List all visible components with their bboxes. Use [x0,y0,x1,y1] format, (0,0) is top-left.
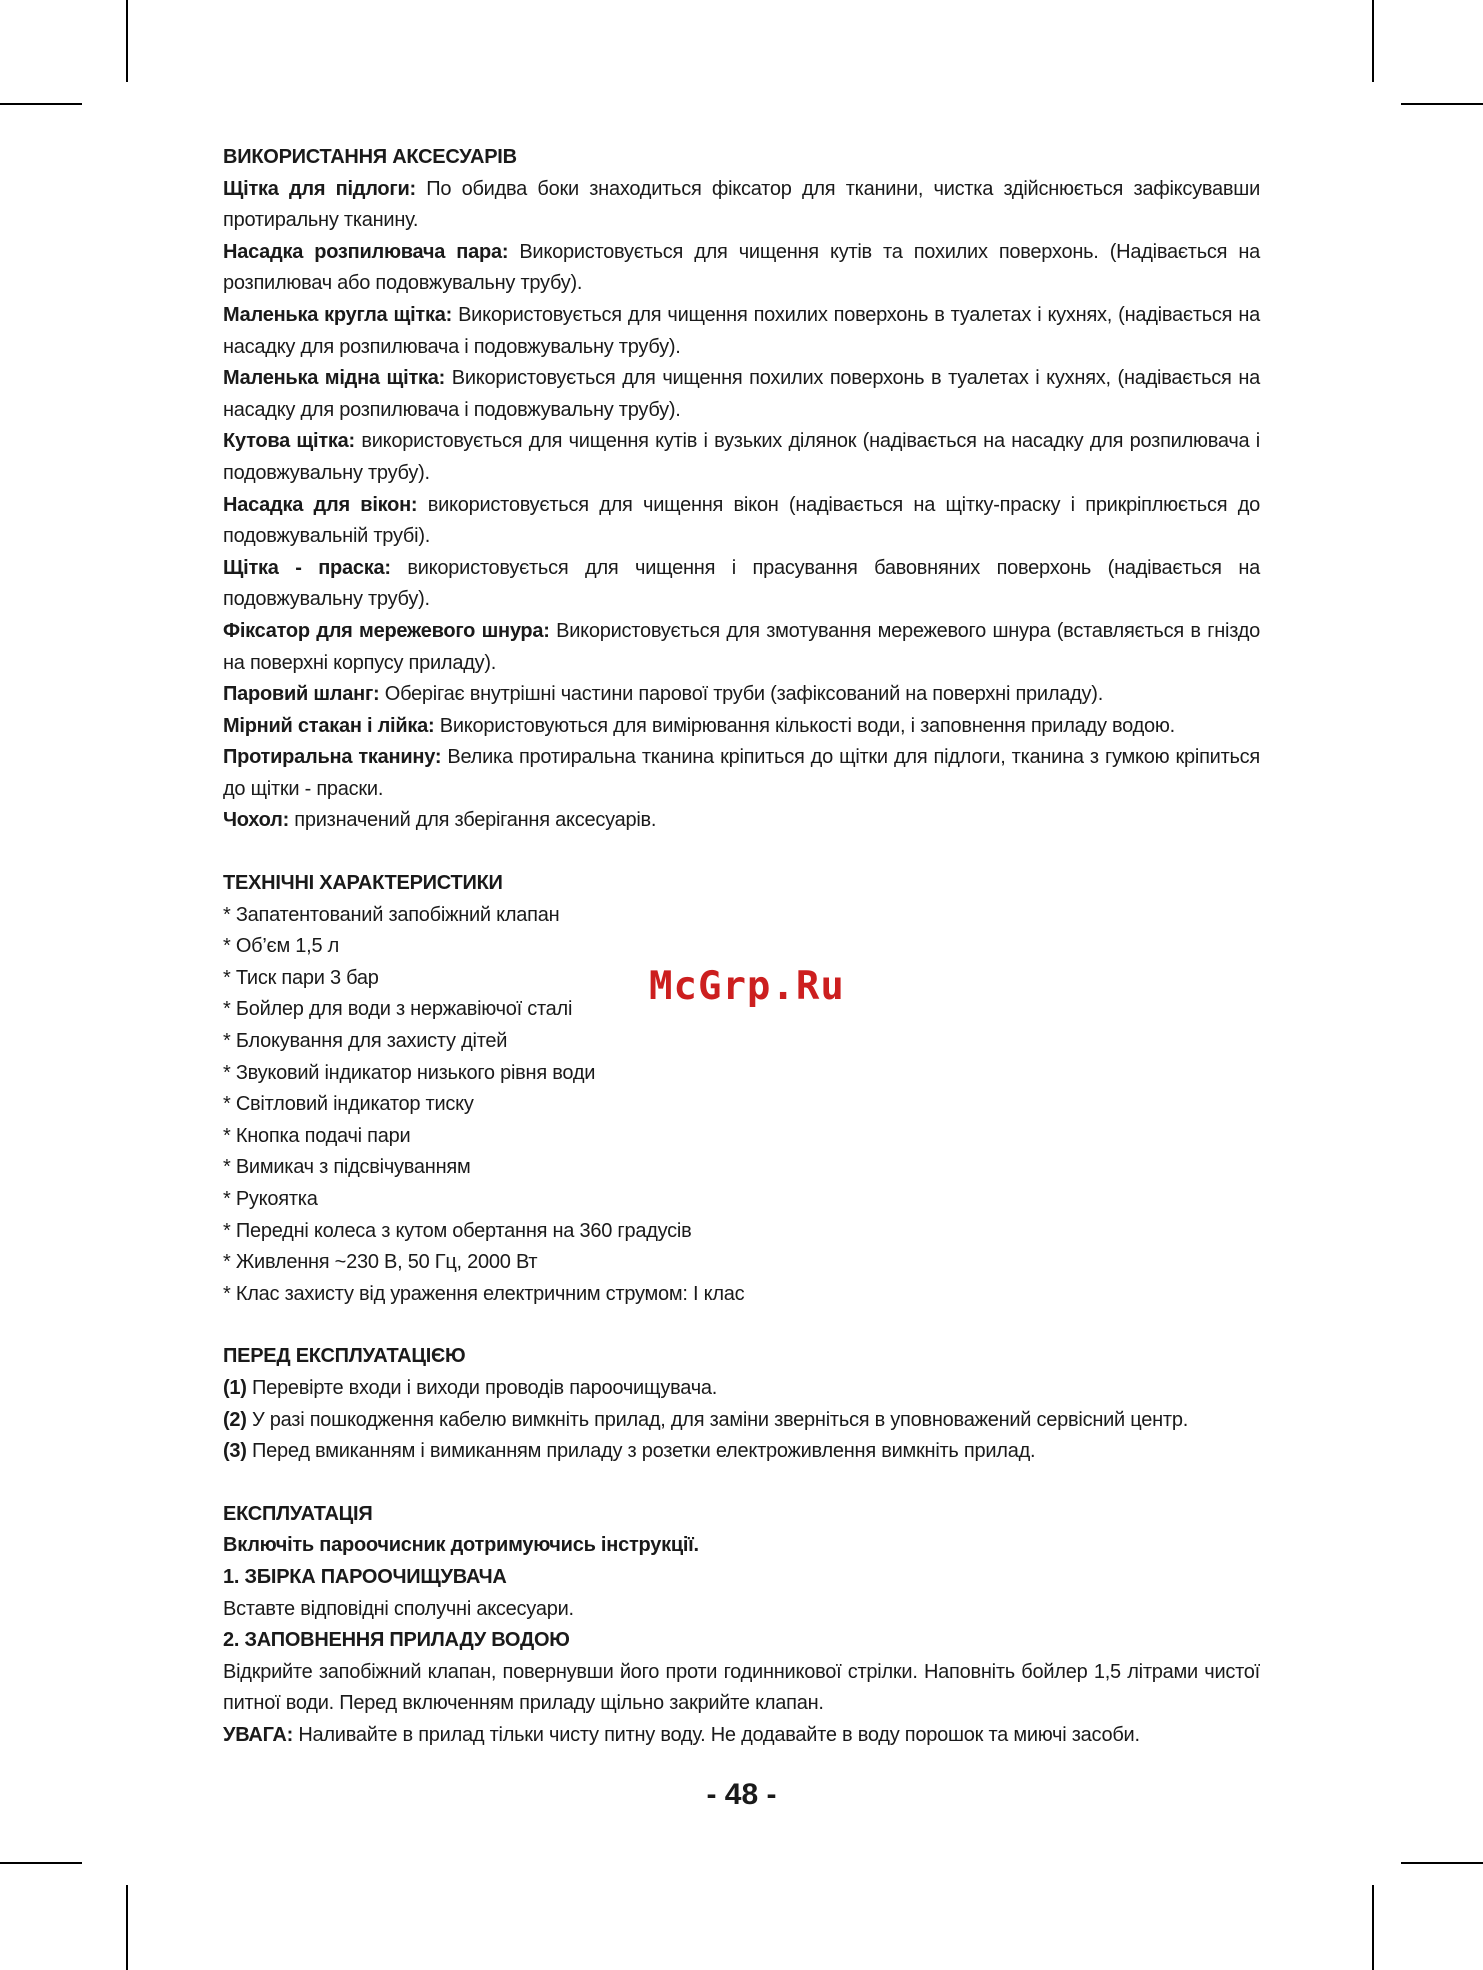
section-heading-before-use: ПЕРЕД ЕКСПЛУАТАЦІЄЮ [223,1345,466,1368]
accessory-item [223,300,1260,363]
before-use-item [223,1405,1260,1437]
warning-note [223,1720,1260,1752]
item-text: Перед вмиканням і вимиканням приладу з розетки електроживлення вимкніть прилад. [246,1440,1036,1463]
accessory-term: Насадка розпилювача пара: [223,240,509,263]
accessory-text: використовується для чищення вікон (надівається на щітку-праску і прикріплюється до подовжувальній трубі). [223,493,1260,548]
crop-mark [1372,1885,1374,1970]
accessory-term: Мірний стакан і лійка: [223,714,435,737]
spec-item: * Вимикач з підсвічуванням [223,1156,471,1179]
accessory-item [223,237,1260,300]
accessory-text: Використовуються для вимірювання кількості води, і заповнення приладу водою. [434,714,1175,737]
accessory-text: використовується для чищення і прасування бавовняних поверхонь (надівається на подовжувальну трубу). [223,556,1260,611]
accessory-item [223,616,1260,679]
page-number: - 48 - [706,1778,777,1811]
accessory-term: Насадка для вікон: [223,493,418,516]
accessory-term: Маленька кругла щітка: [223,303,453,326]
accessory-text: По обидва боки знаходиться фіксатор для тканини, чистка здійснюється зафіксувавши протиральну тканину. [223,177,1260,232]
spec-item: * Кнопка подачі пари [223,1124,411,1147]
accessory-item [223,553,1260,616]
accessory-term: Кутова щітка: [223,430,355,453]
accessory-term: Щітка - праска: [223,556,391,579]
spec-item: * Передні колеса з кутом обертання на 360 градусів [223,1219,692,1242]
accessory-item [223,174,1260,237]
crop-mark [0,1862,82,1864]
accessory-term: Протиральна тканину: [223,746,442,769]
section-heading-operation: ЕКСПЛУАТАЦІЯ [223,1502,373,1525]
spec-item: * Живлення ~230 В, 50 Гц, 2000 Вт [223,1251,538,1274]
warning-text: Наливайте в прилад тільки чисту питну воду. Не додавайте в воду порошок та миючі засоби. [293,1723,1140,1746]
spec-item: * Світловий індикатор тиску [223,1093,474,1116]
crop-mark [1372,0,1374,82]
spec-item: * Бойлер для води з нержавіючої сталі [223,998,573,1021]
section-heading-accessories: ВИКОРИСТАННЯ АКСЕСУАРІВ [223,146,517,168]
accessory-text: Велика протиральна тканина кріпиться до щітки для підлоги, тканина з гумкою кріпиться до щітки - праски. [223,746,1260,800]
accessory-term: Маленька мідна щітка: [223,367,446,390]
item-number: (3) [223,1440,247,1463]
accessory-item [223,363,1260,426]
before-use-item [223,1373,1260,1405]
accessory-text: Використовується для чищення похилих поверхонь в туалетах і кухнях, (надівається на насадку для розпилювача і подовжувальну трубу). [223,367,1260,421]
spec-item: * Об’єм 1,5 л [223,935,340,958]
accessory-item [223,490,1260,553]
accessory-text: Використовується для чищення похилих поверхонь в туалетах і кухнях, (надівається на насадку для розпилювача і подовжувальну трубу). [223,303,1260,358]
item-text: Перевірте входи і виходи проводів пароочищувача. [246,1376,718,1399]
section-heading-specs: ТЕХНІЧНІ ХАРАКТЕРИСТИКИ [223,872,503,895]
spec-item: * Запатентований запобіжний клапан [223,903,560,926]
accessory-item [223,742,1260,805]
accessory-text: використовується для чищення кутів і вузьких ділянок (надівається на насадку для розпилювача і подовжувальну трубу). [223,430,1261,484]
accessory-item [223,426,1260,489]
accessory-term: Фіксатор для мережевого шнура: [223,619,550,642]
step-title-assembly: 1. ЗБІРКА ПАРООЧИЩУВАЧА [223,1565,507,1588]
accessory-text: Оберігає внутрішні частини парової труби (зафіксований на поверхні приладу). [379,683,1104,706]
accessory-text: Використовується для змотування мережевого шнура (вставляється в гніздо на поверхні корпусу приладу). [223,619,1260,674]
item-number: (2) [223,1408,247,1431]
crop-mark [126,0,128,82]
spec-item: * Блокування для захисту дітей [223,1030,508,1053]
crop-mark [1401,1862,1483,1864]
watermark-text: McGrp.Ru [649,964,845,1009]
step-text-assembly: Вставте відповідні сполучні аксесуари. [223,1597,574,1620]
before-use-item [223,1436,1260,1468]
step-title-filling: 2. ЗАПОВНЕННЯ ПРИЛАДУ ВОДОЮ [223,1629,570,1652]
page-content [223,142,1260,1752]
accessory-term: Щітка для підлоги: [223,177,416,200]
spec-item: * Тиск пари 3 бар [223,966,379,989]
accessory-text: Використовується для чищення кутів та похилих поверхонь. (Надівається на розпилювач або подовжувальну трубу). [223,240,1260,295]
crop-mark [0,103,82,105]
step-text-filling: Відкрийте запобіжний клапан, повернувши його проти годинникової стрілки. Наповніть бойлер 1,5 літрами чистої питної води. Перед включенням приладу щільно закрийте клапан. [223,1660,1260,1715]
spec-item: * Клас захисту від ураження електричним струмом: I клас [223,1282,745,1305]
crop-mark [1401,103,1483,105]
item-number: (1) [223,1376,247,1399]
operation-intro: Включіть пароочисник дотримуючись інструкції. [223,1534,699,1557]
warning-label: УВАГА: [223,1723,294,1746]
item-text: У разі пошкодження кабелю вимкніть прилад, для заміни зверніться в уповноважений сервісний центр. [246,1408,1189,1431]
accessory-item [223,805,1260,837]
accessory-term: Чохол: [223,809,289,832]
accessory-text: призначений для зберігання аксесуарів. [288,809,657,832]
spec-item: * Звуковий індикатор низького рівня води [223,1061,596,1084]
accessory-term: Паровий шланг: [223,683,380,706]
accessory-item [223,711,1260,743]
spec-item: * Рукоятка [223,1188,318,1210]
crop-mark [126,1885,128,1970]
accessory-item [223,679,1260,711]
